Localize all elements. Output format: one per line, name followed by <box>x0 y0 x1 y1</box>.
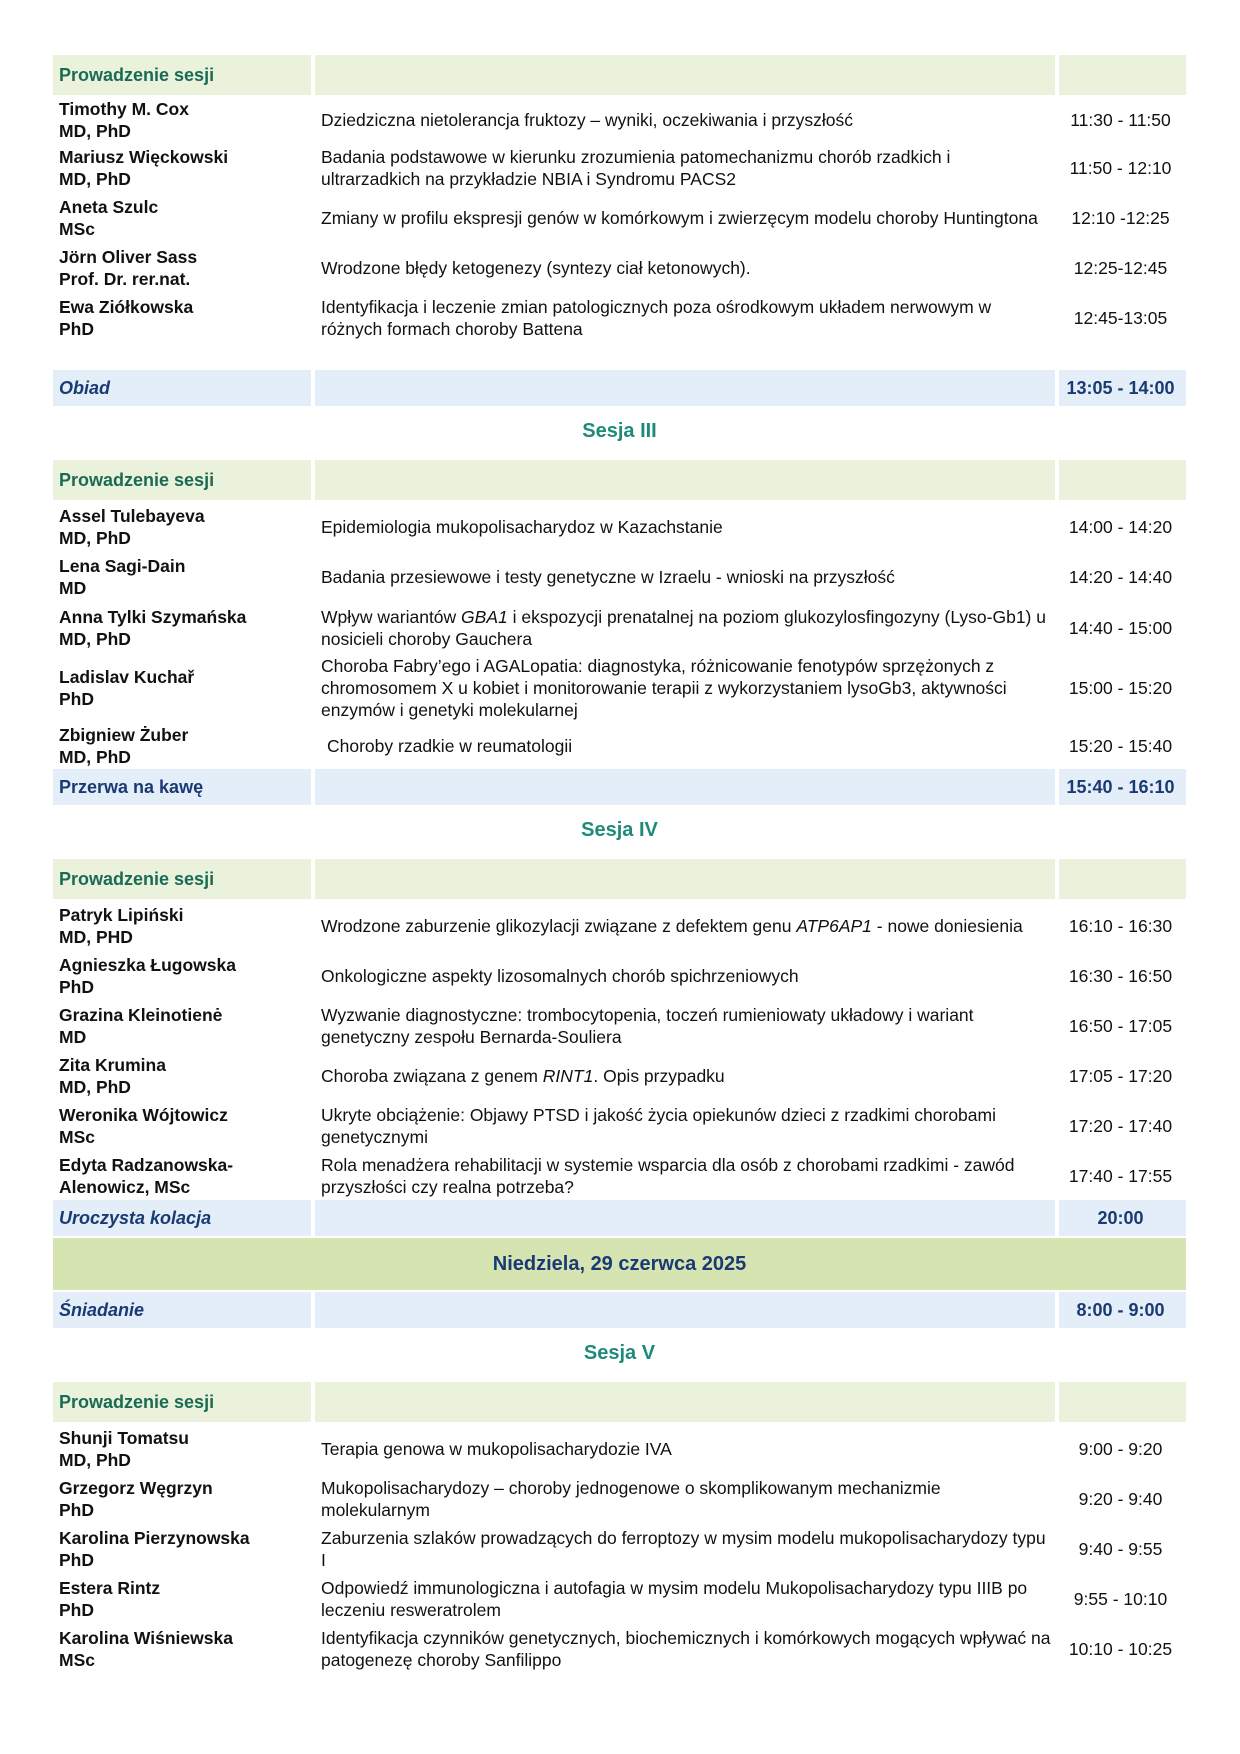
break-time: 13:05 - 14:00 <box>1066 377 1175 398</box>
speaker <box>53 295 315 341</box>
talk-title: Identyfikacja i leczenie zmian patologicznych poza ośrodkowym układem nerwowym w różnych formach choroby Battena <box>321 297 992 339</box>
talk-title: Badania podstawowe w kierunku zrozumienia patomechanizmu chorób rzadkich i ultrarzadkich na przykładzie NBIA i Syndromu PACS2 <box>321 147 951 189</box>
speaker-degree: MD, PhD <box>59 1450 131 1470</box>
talk-time: 11:30 - 11:50 <box>1070 109 1171 130</box>
break-label: Obiad <box>53 370 315 406</box>
speaker-degree: MSc <box>59 1127 95 1147</box>
talk-row <box>53 1053 1186 1099</box>
talk-row <box>53 903 1186 949</box>
speaker-name: Zbigniew Żuber <box>59 725 189 745</box>
talk-row <box>53 195 1186 241</box>
talk-time: 11:50 - 12:10 <box>1069 157 1172 178</box>
talk-row <box>53 654 1186 722</box>
speaker-degree: MD, PhD <box>59 747 131 767</box>
chair-empty <box>315 55 1059 95</box>
talk-title: Zmiany w profilu ekspresji genów w komórkowym i zwierzęcym modelu choroby Huntingtona <box>321 208 1038 228</box>
break-row <box>53 1200 1186 1236</box>
gene-name: ATP6AP1 <box>796 916 872 936</box>
chair-label: Prowadzenie sesji <box>53 859 315 899</box>
chair-row <box>53 460 1186 500</box>
talk-title: Zaburzenia szlaków prowadzących do ferroptozy w mysim modelu mukopolisacharydozy typu I <box>321 1528 1046 1570</box>
talk-title-part: Wrodzone zaburzenie glikozylacji związane z defektem genu <box>321 916 797 936</box>
speaker-degree: MSc <box>59 1650 95 1670</box>
speaker-name: Agnieszka Ługowska <box>59 955 236 975</box>
talk-time: 17:40 - 17:55 <box>1068 1165 1173 1186</box>
speaker <box>53 604 315 652</box>
session-title: Sesja IV <box>581 819 658 841</box>
talk-time: 9:40 - 9:55 <box>1078 1538 1163 1559</box>
talk-title: Choroba Fabry’ego i AGALopatia: diagnostyka, różnicowanie fenotypów sprzężonych z chromosomem X u kobiet i monitorowanie terapii z wykorzystaniem lysoGb3, aktywności enzymów i genetyki molekularnej <box>321 656 1007 720</box>
talk-row <box>53 1526 1186 1572</box>
speaker-degree: PhD <box>59 319 94 339</box>
speaker-degree: PhD <box>59 1550 94 1570</box>
talk-title: Onkologiczne aspekty lizosomalnych chorób spichrzeniowych <box>321 966 799 986</box>
speaker <box>53 903 315 949</box>
talk-row <box>53 98 1186 142</box>
speaker-degree: MD <box>59 1027 87 1047</box>
chair-row <box>53 55 1186 95</box>
break-label: Uroczysta kolacja <box>53 1200 315 1236</box>
gene-name: RINT1 <box>542 1066 594 1086</box>
talk-title-part: . Opis przypadku <box>593 1066 725 1086</box>
gene-name: GBA1 <box>461 607 508 627</box>
talk-title <box>315 1053 1059 1099</box>
talk-title-part: i ekspozycji prenatalnej na poziom glukozylosfingozyny (Lyso-Gb1) u nosicieli choroby Gauchera <box>321 607 1046 649</box>
talk-title-part: Choroba związana z genem <box>321 1066 543 1086</box>
talk-time: 16:50 - 17:05 <box>1068 1015 1173 1036</box>
speaker-name: Zita Krumina <box>59 1055 166 1075</box>
break-row <box>53 769 1186 805</box>
speaker-degree: MD <box>59 578 87 598</box>
speaker-name: Jörn Oliver Sass <box>59 247 198 267</box>
talk-title: Ukryte obciążenie: Objawy PTSD i jakość życia opiekunów dzieci z rzadkimi chorobami genetycznymi <box>321 1105 996 1147</box>
speaker-name: Estera Rintz <box>59 1578 161 1598</box>
speaker-name: Grzegorz Węgrzyn <box>59 1478 213 1498</box>
session-title: Sesja III <box>582 420 657 442</box>
talk-title: Badania przesiewowe i testy genetyczne w Izraelu - wnioski na przyszłość <box>321 567 895 587</box>
speaker-degree: MSc <box>59 219 95 239</box>
speaker-name: Timothy M. Cox <box>59 99 189 119</box>
chair-empty <box>315 859 1059 899</box>
break-label: Śniadanie <box>53 1292 315 1328</box>
speaker-degree: Prof. Dr. rer.nat. <box>59 269 191 289</box>
speaker-degree: PhD <box>59 1500 94 1520</box>
speaker-name: Grazina Kleinotienė <box>59 1005 223 1025</box>
speaker <box>53 654 315 722</box>
talk-title: Dziedziczna nietolerancja fruktozy – wyniki, oczekiwania i przyszłość <box>321 110 854 130</box>
talk-title: Choroby rzadkie w reumatologii <box>327 736 573 756</box>
speaker <box>53 504 315 550</box>
speaker <box>53 145 315 191</box>
speaker <box>53 554 315 600</box>
break-row <box>53 1292 1186 1328</box>
talk-time: 14:00 - 14:20 <box>1068 516 1173 537</box>
speaker-degree: MD, PhD <box>59 629 131 649</box>
talk-title: Epidemiologia mukopolisacharydoz w Kazachstanie <box>321 517 723 537</box>
talk-time: 17:20 - 17:40 <box>1068 1115 1173 1136</box>
talk-row <box>53 295 1186 341</box>
talk-time: 14:20 - 14:40 <box>1068 566 1173 587</box>
talk-time: 9:20 - 9:40 <box>1078 1488 1163 1509</box>
talk-title: Wrodzone błędy ketogenezy (syntezy ciał ketonowych). <box>321 258 751 278</box>
talk-row <box>53 604 1186 652</box>
speaker-degree: MD, PHD <box>59 927 133 947</box>
talk-time: 15:20 - 15:40 <box>1068 735 1173 756</box>
talk-row <box>53 504 1186 550</box>
speaker <box>53 953 315 999</box>
chair-label: Prowadzenie sesji <box>53 55 315 95</box>
talk-time: 17:05 - 17:20 <box>1068 1065 1173 1086</box>
talk-row <box>53 1103 1186 1149</box>
speaker <box>53 1526 315 1572</box>
talk-time: 12:25-12:45 <box>1073 257 1168 278</box>
chair-label: Prowadzenie sesji <box>53 1382 315 1422</box>
speaker <box>53 724 315 768</box>
speaker-degree: MD, PhD <box>59 169 131 189</box>
chair-empty <box>315 1382 1059 1422</box>
talk-time: 10:10 - 10:25 <box>1068 1638 1173 1659</box>
speaker <box>53 98 315 142</box>
talk-title-part: - nowe doniesienia <box>871 916 1023 936</box>
talk-row <box>53 1426 1186 1472</box>
speaker-name: Aneta Szulc <box>59 197 159 217</box>
talk-title: Rola menadżera rehabilitacji w systemie wsparcia dla osób z chorobami rzadkimi - zawód przyszłości czy realna potrzeba? <box>321 1155 1015 1197</box>
speaker-degree: PhD <box>59 977 94 997</box>
break-row <box>53 370 1186 406</box>
speaker-degree: PhD <box>59 1600 94 1620</box>
talk-title: Wyzwanie diagnostyczne: trombocytopenia, toczeń rumieniowaty układowy i wariant genetyczny zespołu Bernarda-Souliera <box>321 1005 974 1047</box>
talk-row <box>53 1626 1186 1672</box>
talk-title-part: Wpływ wariantów <box>321 607 462 627</box>
talk-time: 16:10 - 16:30 <box>1068 915 1173 936</box>
talk-row <box>53 245 1186 291</box>
chair-empty-time <box>1059 859 1182 899</box>
chair-empty-time <box>1059 55 1182 95</box>
talk-time: 9:00 - 9:20 <box>1078 1438 1163 1459</box>
speaker <box>53 1003 315 1049</box>
speaker <box>53 1476 315 1522</box>
chair-empty <box>315 460 1059 500</box>
day-header: Niedziela, 29 czerwca 2025 <box>53 1238 1186 1290</box>
break-empty <box>315 1292 1059 1328</box>
talk-time: 12:10 -12:25 <box>1071 207 1170 228</box>
talk-row <box>53 1153 1186 1199</box>
speaker-name: Assel Tulebayeva <box>59 506 205 526</box>
break-time: 20:00 <box>1097 1207 1144 1228</box>
talk-title: Odpowiedź immunologiczna i autofagia w mysim modelu Mukopolisacharydozy typu IIIB po leczeniu resweratrolem <box>321 1578 1028 1620</box>
speaker-name: Weronika Wójtowicz <box>59 1105 228 1125</box>
speaker-degree: MD, PhD <box>59 1077 131 1097</box>
chair-row <box>53 859 1186 899</box>
break-label: Przerwa na kawę <box>53 769 315 805</box>
talk-title <box>315 604 1059 652</box>
talk-row <box>53 1576 1186 1622</box>
break-empty <box>315 769 1059 805</box>
speaker-degree: PhD <box>59 689 94 709</box>
chair-empty-time <box>1059 460 1182 500</box>
speaker-name: Ewa Ziółkowska <box>59 297 194 317</box>
talk-title: Identyfikacja czynników genetycznych, biochemicznych i komórkowych mogących wpływać na patogenezę choroby Sanfilippo <box>321 1628 1051 1670</box>
speaker <box>53 1153 315 1199</box>
talk-time: 15:00 - 15:20 <box>1068 677 1173 698</box>
speaker <box>53 195 315 241</box>
chair-row <box>53 1382 1186 1422</box>
speaker <box>53 245 315 291</box>
break-empty <box>315 370 1059 406</box>
talk-title <box>315 903 1059 949</box>
talk-row <box>53 1003 1186 1049</box>
speaker <box>53 1103 315 1149</box>
talk-time: 9:55 - 10:10 <box>1073 1588 1168 1609</box>
speaker <box>53 1053 315 1099</box>
speaker-name: Karolina Wiśniewska <box>59 1628 233 1648</box>
break-time: 8:00 - 9:00 <box>1076 1299 1165 1320</box>
speaker-name: Shunji Tomatsu <box>59 1428 189 1448</box>
talk-row <box>53 953 1186 999</box>
talk-row <box>53 145 1186 191</box>
speaker-name: Lena Sagi-Dain <box>59 556 186 576</box>
talk-row <box>53 1476 1186 1522</box>
speaker-name: Anna Tylki Szymańska <box>59 607 247 627</box>
talk-time: 12:45-13:05 <box>1073 307 1168 328</box>
talk-row <box>53 554 1186 600</box>
talk-time: 16:30 - 16:50 <box>1068 965 1173 986</box>
speaker-degree: MD, PhD <box>59 121 131 141</box>
speaker-name: Edyta Radzanowska- <box>59 1155 234 1175</box>
speaker-degree: Alenowicz, MSc <box>59 1177 191 1197</box>
session-title: Sesja V <box>583 1342 656 1364</box>
speaker <box>53 1426 315 1472</box>
chair-empty-time <box>1059 1382 1182 1422</box>
talk-time: 14:40 - 15:00 <box>1068 617 1173 638</box>
speaker <box>53 1626 315 1672</box>
talk-row <box>53 724 1186 768</box>
speaker-name: Mariusz Więckowski <box>59 147 229 167</box>
talk-title: Terapia genowa w mukopolisacharydozie IVA <box>321 1439 672 1459</box>
chair-label: Prowadzenie sesji <box>53 460 315 500</box>
break-empty <box>315 1200 1059 1236</box>
speaker-name: Patryk Lipiński <box>59 905 184 925</box>
speaker-name: Karolina Pierzynowska <box>59 1528 250 1548</box>
talk-title: Mukopolisacharydozy – choroby jednogenowe o skomplikowanym mechanizmie molekularnym <box>321 1478 941 1520</box>
speaker <box>53 1576 315 1622</box>
speaker-name: Ladislav Kuchař <box>59 667 195 687</box>
speaker-degree: MD, PhD <box>59 528 131 548</box>
break-time: 15:40 - 16:10 <box>1066 776 1175 797</box>
